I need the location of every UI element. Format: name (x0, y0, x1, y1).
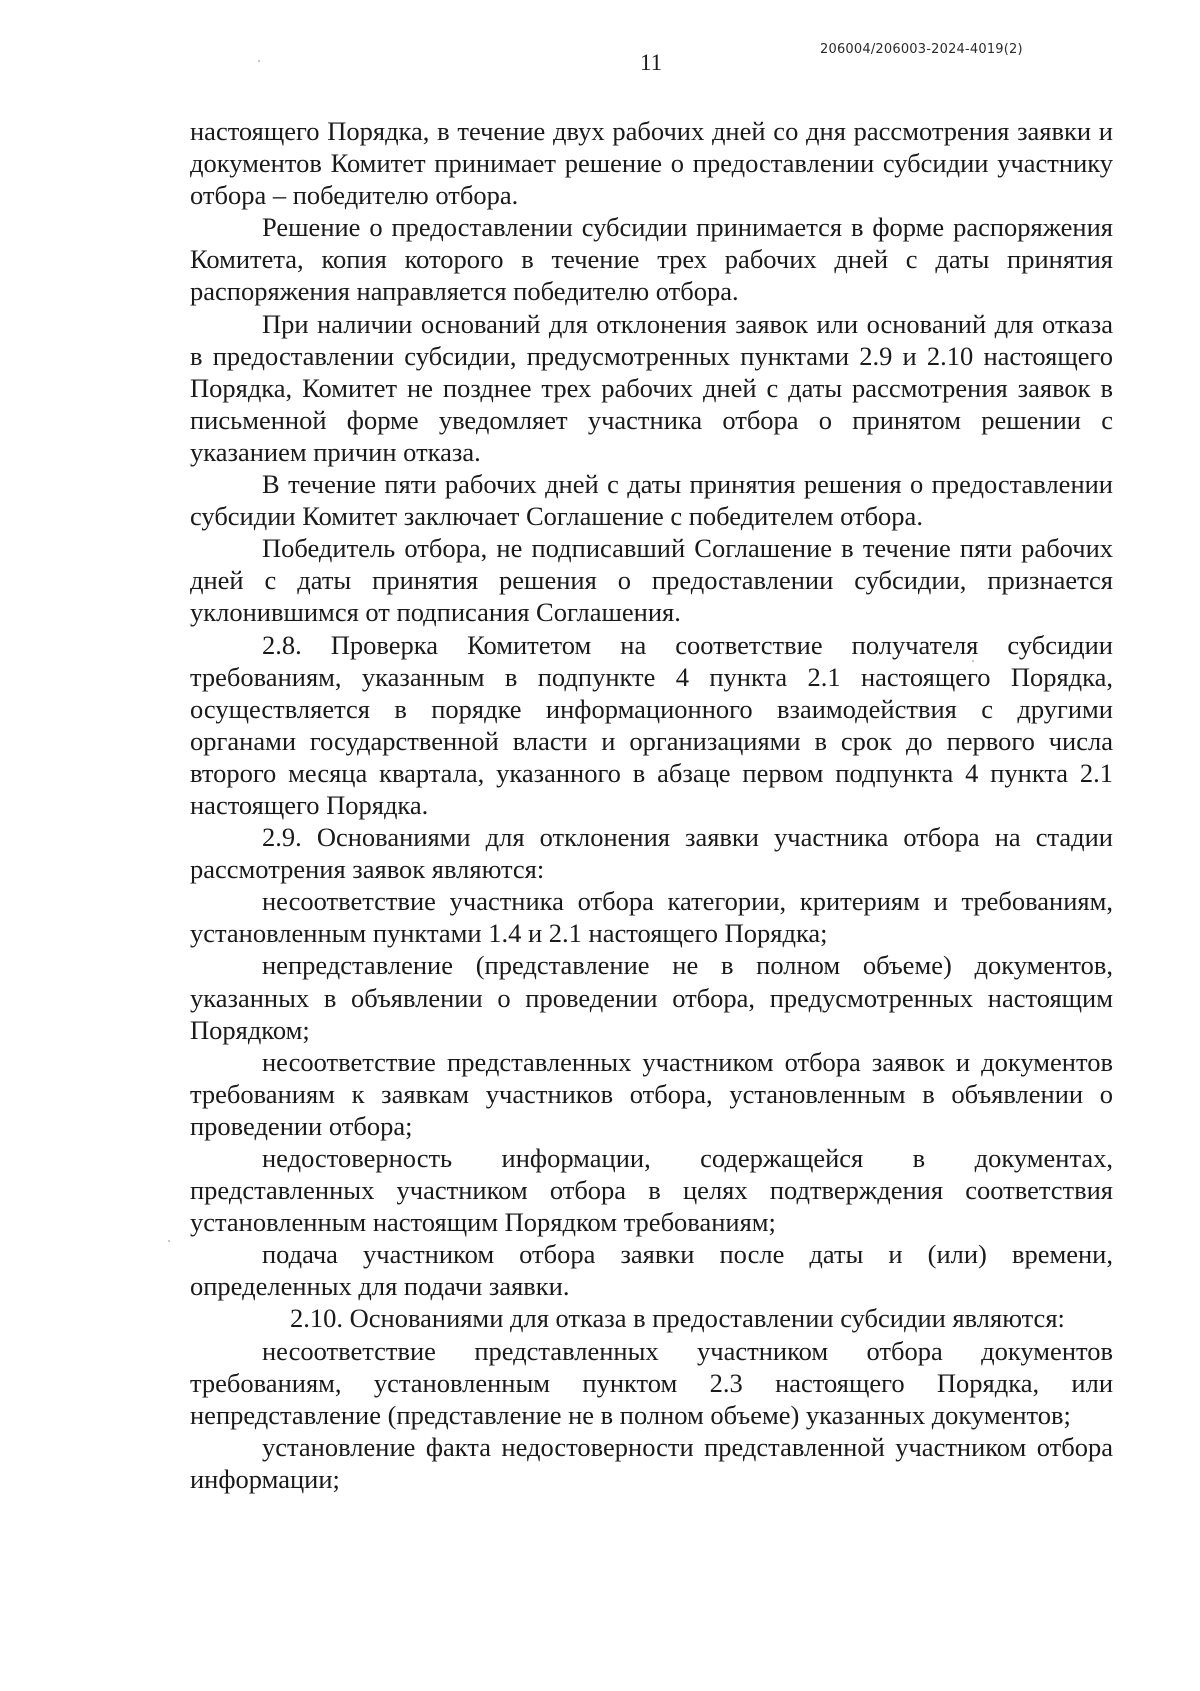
paragraph-continuation: настоящего Порядка, в течение двух рабочих дней со дня рассмотрения заявки и документов Комитет принимает решение о предоставлении субсидии участнику отбора – победителю отбора. (190, 116, 1113, 211)
paragraph-rejection-notice: При наличии оснований для отклонения заявок или оснований для отказа в предоставлении субсидии, предусмотренных пунктами 2.9 и 2.10 настоящего Порядка, Комитет не позднее трех рабочих дней с даты рассмотрения заявок в письменной форме уведомляет участника отбора о принятом решении с указанием причин отказа. (190, 308, 1113, 467)
page-number: 11 (640, 50, 663, 75)
paragraph-agreement-conclusion: В течение пяти рабочих дней с даты принятия решения о предоставлении субсидии Комитет заключает Соглашение с победителем отбора. (190, 469, 1113, 532)
scan-speck (258, 60, 260, 62)
list-item-rejection-reason: непредставление (представление не в полном объеме) документов, указанных в объявлении о проведении отбора, предусмотренных настоящим Порядком; (190, 950, 1113, 1045)
paragraph-clause-2-10: 2.10. Основаниями для отказа в предоставлении субсидии являются: (290, 1303, 1065, 1334)
paragraph-evasion: Победитель отбора, не подписавший Соглашение в течение пяти рабочих дней с даты принятия решения о предоставлении субсидии, признается уклонившимся от подписания Соглашения. (190, 533, 1113, 628)
paragraph-decision-form: Решение о предоставлении субсидии принимается в форме распоряжения Комитета, копия которого в течение трех рабочих дней с даты принятия распоряжения направляется победителю отбора. (190, 212, 1113, 307)
scan-speck (168, 1240, 170, 1242)
paragraph-clause-2-9: 2.9. Основаниями для отклонения заявки участника отбора на стадии рассмотрения заявок являются: (190, 822, 1113, 885)
paragraph-clause-2-8: 2.8. Проверка Комитетом на соответствие получателя субсидии требованиям, указанным в подпункте 4 пункта 2.1 настоящего Порядка, осуществляется в порядке информационного взаимодействия с другими органами государственной власти и организациями в срок до первого числа второго месяца квартала, указанного в абзаце первом подпункта 4 пункта 2.1 настоящего Порядка. (190, 629, 1113, 820)
document-body (190, 115, 1113, 1495)
list-item-rejection-reason: несоответствие участника отбора категории, критериям и требованиям, установленным пунктами 1.4 и 2.1 настоящего Порядка; (190, 886, 1113, 949)
list-item-rejection-reason: недостоверность информации, содержащейся в документах, представленных участником отбора в целях подтверждения соответствия установленным настоящим Порядком требованиям; (190, 1143, 1113, 1238)
list-item-rejection-reason: несоответствие представленных участником отбора заявок и документов требованиям к заявкам участников отбора, установленным в объявлении о проведении отбора; (190, 1046, 1113, 1141)
list-item-rejection-reason: подача участником отбора заявки после даты и (или) времени, определенных для подачи заявки. (190, 1239, 1113, 1302)
list-item-refusal-reason: несоответствие представленных участником отбора документов требованиям, установленным пунктом 2.3 настоящего Порядка, или непредставление (представление не в полном объеме) указанных документов; (190, 1335, 1113, 1430)
scan-speck (972, 660, 974, 662)
document-registration-number: 206004/206003-2024-4019(2) (820, 42, 1023, 57)
list-item-refusal-reason: установление факта недостоверности представленной участником отбора информации; (190, 1431, 1113, 1494)
